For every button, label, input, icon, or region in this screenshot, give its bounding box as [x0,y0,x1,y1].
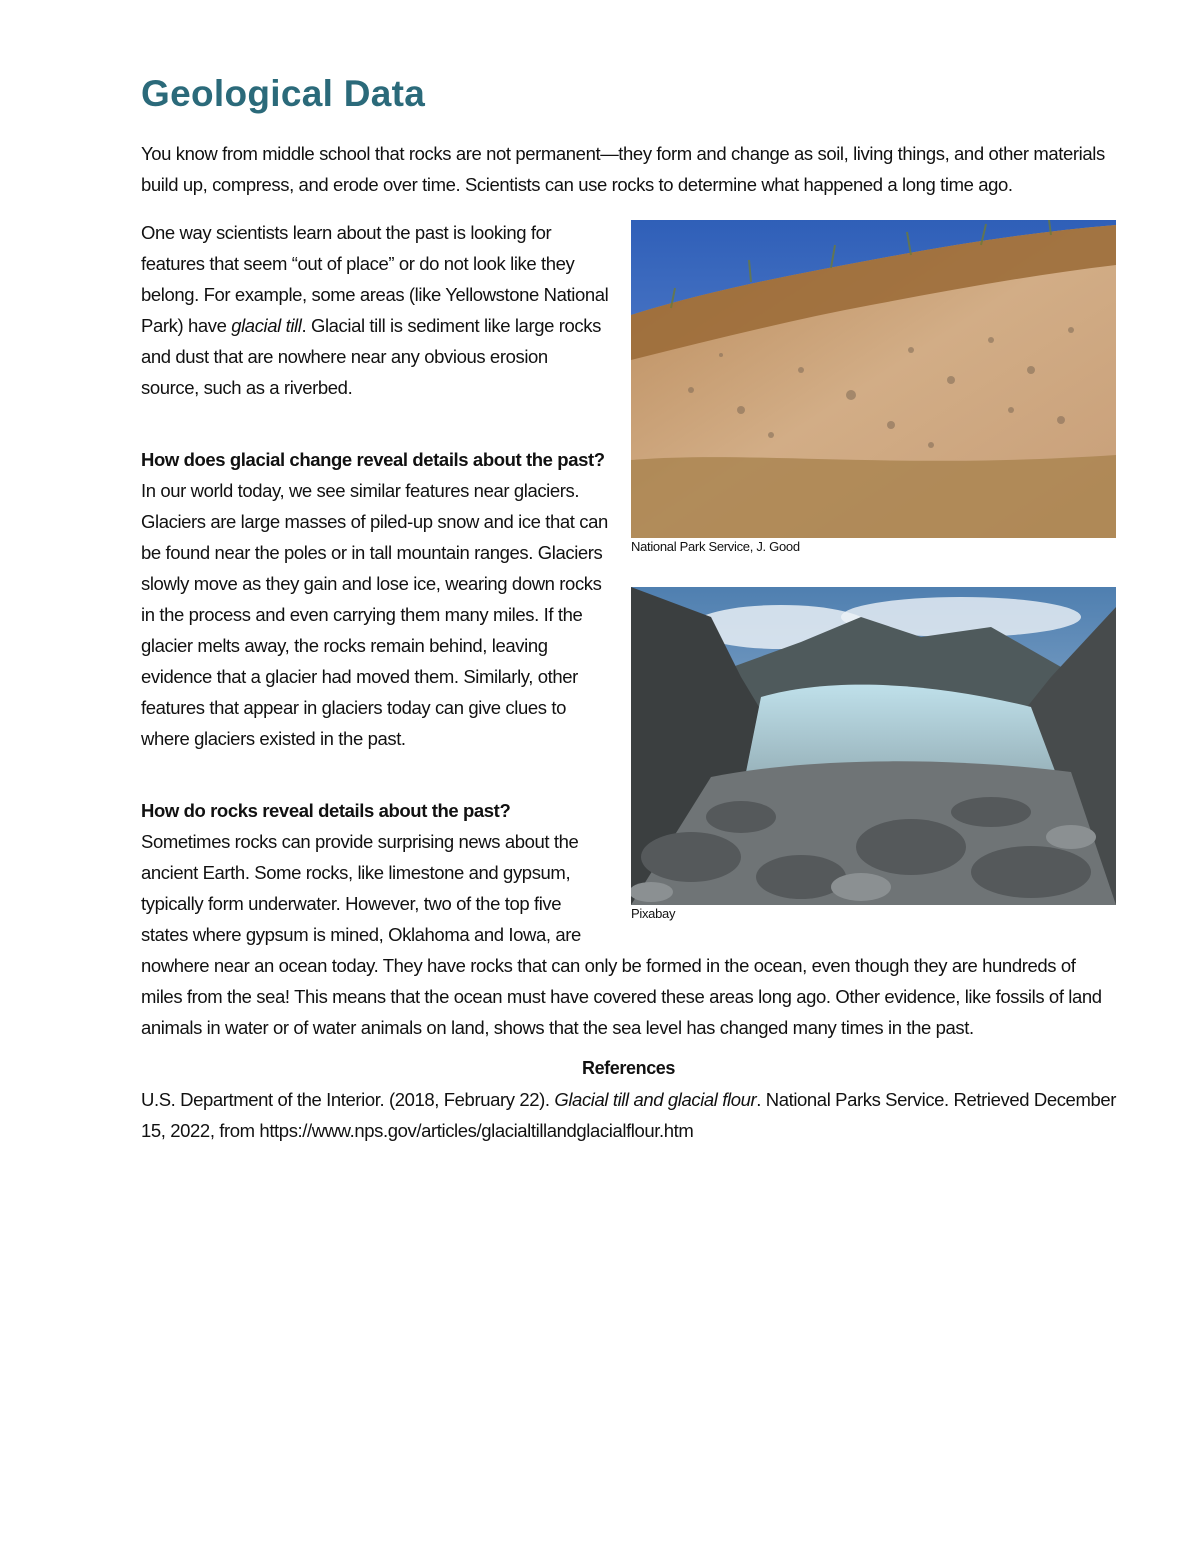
figure-column [631,220,1116,922]
figure-caption-1: National Park Service, J. Good [631,539,800,554]
main-content [141,217,1116,1043]
glacial-till-photo [631,220,1116,538]
paragraph-glaciers: In our world today, we see similar features near glaciers. Glaciers are large masses of piled-up snow and ice that can be found near the poles or in tall mountain ranges. Glaciers slowly move as they gain and lose ice, wearing down rocks in the process and even carrying them many miles. If the glacier melts away, the rocks remain behind, leaving evidence that a glacier had moved them. Similarly, other features that appear in glaciers today can give clues to where glaciers existed in the past. [141,480,608,749]
paragraph-rocks: Sometimes rocks can provide surprising news about the ancient Earth. Some rocks, like limestone and gypsum, typically form underwater. However, two of the top five states where gypsum is mined, Oklahoma and Iowa, are nowhere near an ocean today. They have rocks that can only be formed in the ocean, even though they are hundreds of miles from the sea! This means that the ocean must have covered these areas long ago. Other evidence, like fossils of land animals in water or of water animals on land, shows that the sea level has changed many times in the past. [141,831,1102,1038]
glacial-till-term: glacial till [231,315,302,336]
page-title: Geological Data [141,73,426,114]
references-heading: References [581,1058,676,1078]
references-section [141,1053,1116,1146]
figure-caption-2: Pixabay [631,906,676,921]
question-heading-glacial: How does glacial change reveal details about the past? [141,449,605,470]
reference-text-after: . National Parks Service. Retrieved December 15, 2022, from https://www.nps.gov/articles/glacialtillandglacialflour.htm [141,1089,1116,1141]
para1-text-before: One way scientists learn about the past is looking for features that seem “out of place” or do not look like they belong. For example, some areas (like Yellowstone National Park) have [141,222,609,336]
glacier-photo [631,587,1116,905]
reference-entry [141,1084,1116,1146]
reference-text-before: U.S. Department of the Interior. (2018, February 22). [141,1089,555,1110]
document-page [141,70,1116,1146]
reference-title: Glacial till and glacial flour [554,1089,757,1110]
intro-paragraph: You know from middle school that rocks are not permanent—they form and change as soil, living things, and other materials build up, compress, and erode over time. Scientists can use rocks to determine what happened a long time ago. [141,143,1105,195]
para1-text-after: . Glacial till is sediment like large rocks and dust that are nowhere near any obvious erosion source, such as a riverbed. [141,315,601,398]
question-heading-rocks: How do rocks reveal details about the past? [141,800,511,821]
